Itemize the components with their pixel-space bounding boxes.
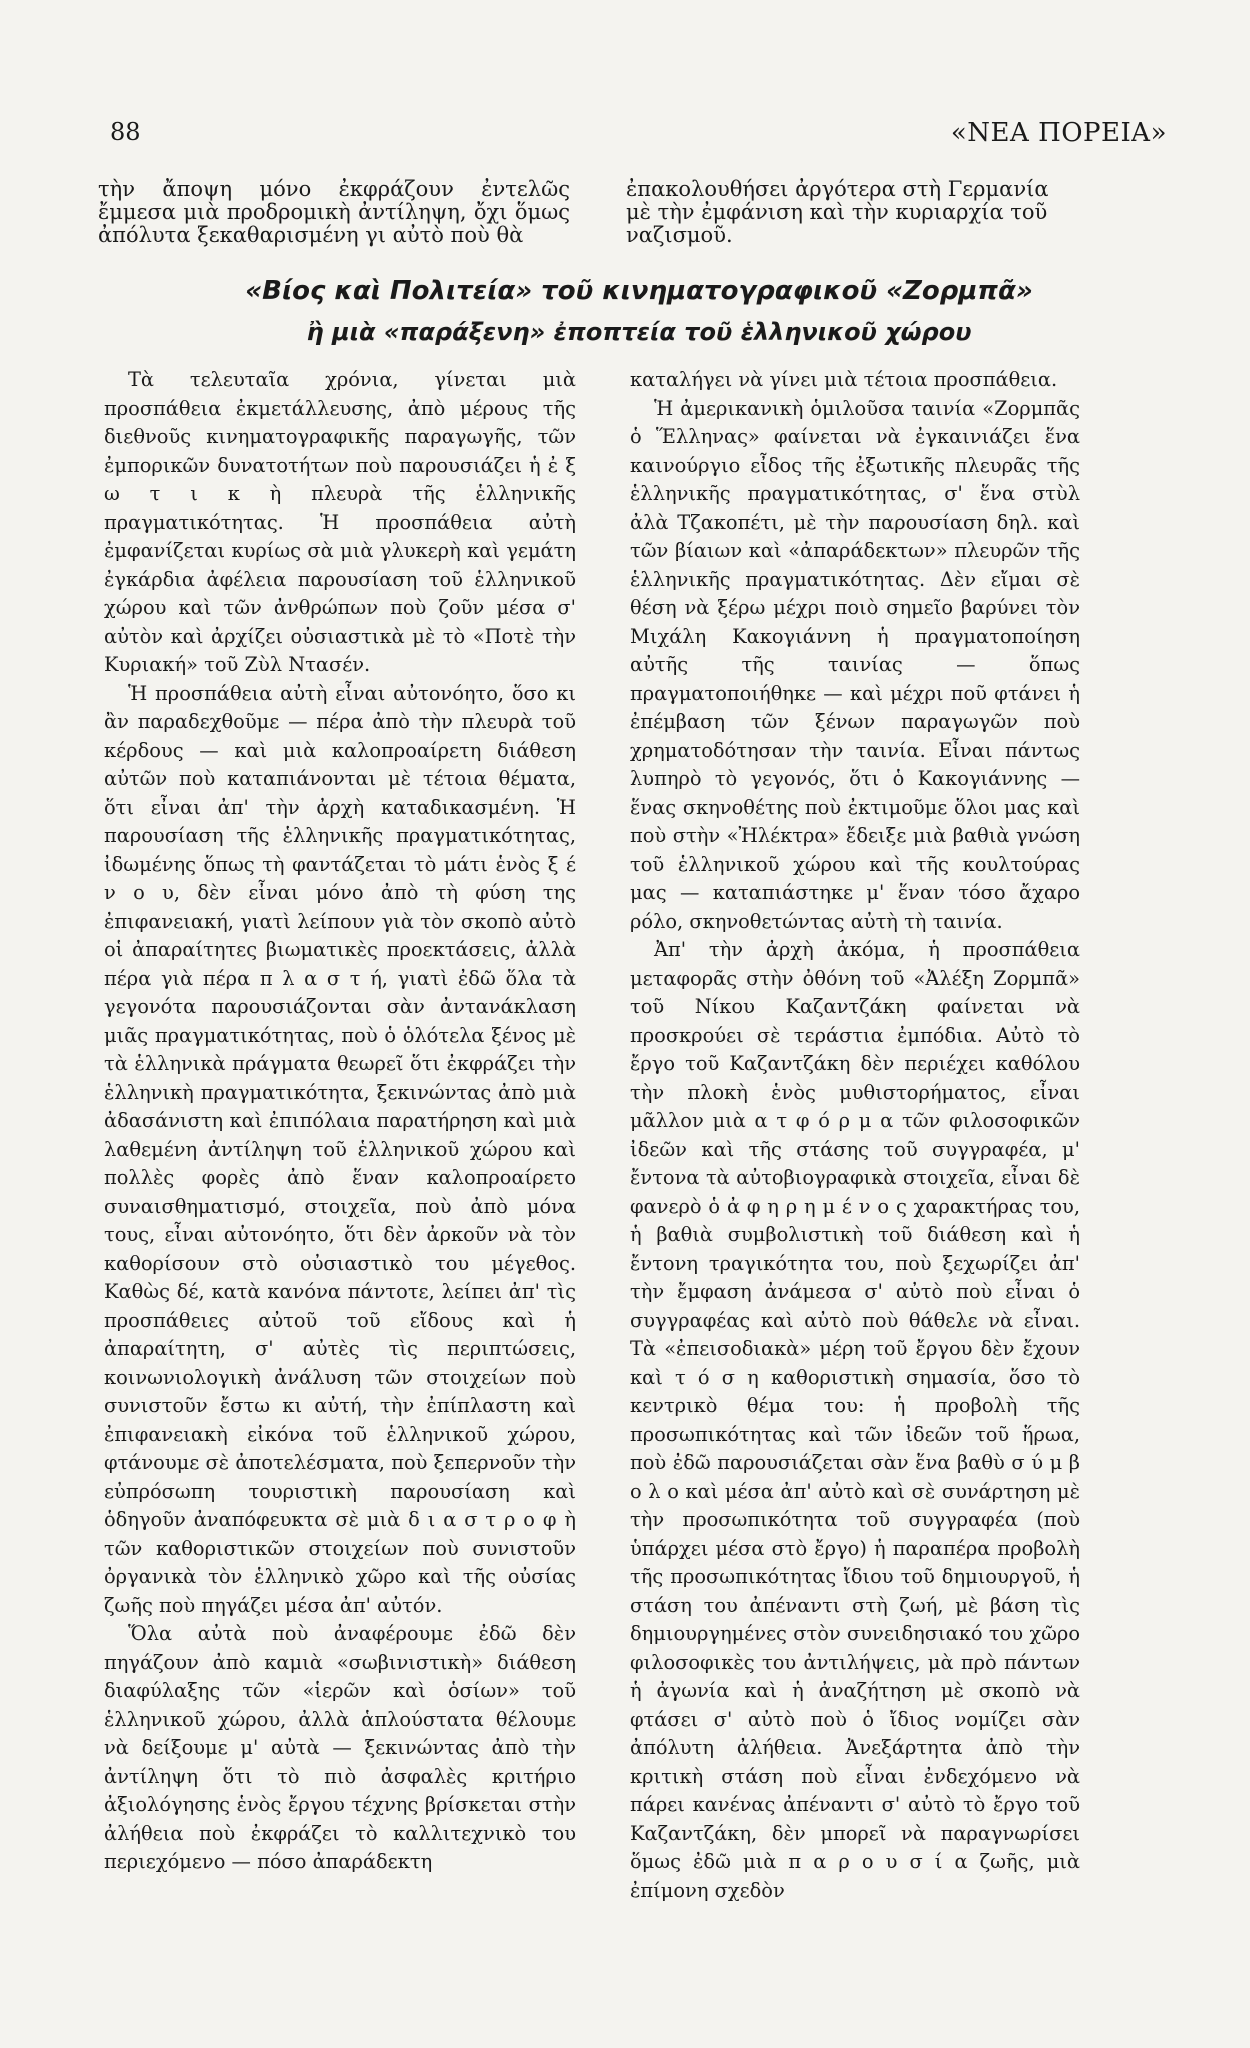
- previous-article-right-text: ἐπακολουθήσει ἀργότερα στὴ Γερμανία μὲ τὴν ἐμφάνιση καὶ τὴν κυριαρχία τοῦ ναζισμοῦ.: [626, 177, 1049, 247]
- journal-title: «ΝΕΑ ΠΟΡΕΙΑ»: [950, 118, 1167, 148]
- paragraph: Ὅλα αὐτὰ ποὺ ἀναφέρουμε ἐδῶ δὲν πηγάζουν ἀπὸ καμιὰ «σωβινιστικὴ» διάθεση διαφύλαξης τῶν «ἱερῶν καὶ ὁσίων» τοῦ ἑλληνικοῦ χώρου, ἀλλὰ ἁπλούστατα θέλουμε νὰ δείξουμε μ' αὐτὰ — ξεκινώντας ἀπὸ τὴν ἀντίληψη ὅτι τὸ πιὸ ἀσφαλὲς κριτήριο ἀξιολόγησης ἑνὸς ἔργου τέχνης βρίσκεται στὴν ἀλήθεια ποὺ ἐκφράζει τὸ καλλιτεχνικὸ του περιεχόμενο — πόσο ἀπαράδεκτη: [104, 1622, 576, 1873]
- page-number: 88: [110, 118, 141, 146]
- left-column: [104, 366, 576, 1877]
- article-title: «Βίος καὶ Πολιτεία» τοῦ κινηματογραφικοῦ «Ζορμπᾶ»: [245, 276, 1033, 306]
- paragraph: Τὰ τελευταῖα χρόνια, γίνεται μιὰ προσπάθεια ἐκμετάλλευσης, ἀπὸ μέρους τῆς διεθνοῦς κινηματογραφικῆς παραγωγῆς, τῶν ἐμπορικῶν δυνατοτήτων ποὺ παρουσιάζει ἡ ἐ ξ ω τ ι κ ὴ πλευρὰ τῆς ἑλληνικῆς πραγματικότητας. Ἡ προσπάθεια αὐτὴ ἐμφανίζεται κυρίως σὰ μιὰ γλυκερὴ καὶ γεμάτη ἐγκάρδια ἀφέλεια παρουσίαση τοῦ ἑλληνικοῦ χώρου καὶ τῶν ἀνθρώπων ποὺ ζοῦν μέσα σ' αὐτὸν καὶ ἀρχίζει οὐσιαστικὰ μὲ τὸ «Ποτὲ τὴν Κυριακή» τοῦ Ζὺλ Ντασέν.: [104, 368, 576, 676]
- paragraph: Ἀπ' τὴν ἀρχὴ ἀκόμα, ἡ προσπάθεια μεταφορᾶς στὴν ὀθόνη τοῦ «Ἀλέξη Ζορμπᾶ» τοῦ Νίκου Καζαντζάκη φαίνεται νὰ προσκρούει σὲ τεράστια ἐμπόδια. Αὐτὸ τὸ ἔργο τοῦ Καζαντζάκη δὲν περιέχει καθόλου τὴν πλοκὴ ἑνὸς μυθιστορήματος, εἶναι μᾶλλον μιὰ α τ φ ό ρ μ α τῶν φιλοσοφικῶν ἰδεῶν καὶ τῆς στάσης τοῦ συγγραφέα, μ' ἔντονα τὰ αὐτοβιογραφικὰ στοιχεῖα, εἶναι δὲ φανερὸ ὁ ἀ φ η ρ η μ έ ν ο ς χαρακτήρας του, ἡ βαθιὰ συμβολιστικὴ τοῦ διάθεση καὶ ἡ ἔντονη τραγικότητα του, ποὺ ξεχωρίζει ἀπ' τὴν ἔμφαση ἀνάμεσα σ' αὐτὸ ποὺ εἶναι ὁ συγγραφέας καὶ αὐτὸ ποὺ θάθελε νὰ εἶναι. Τὰ «ἐπεισοδιακὰ» μέρη τοῦ ἔργου δὲν ἔχουν καὶ τ ό σ η καθοριστικὴ σημασία, ὅσο τὸ κεντρικὸ θέμα του: ἡ προβολὴ τῆς προσωπικότητας καὶ τῶν ἰδεῶν τοῦ ἥρωα, ποὺ ἐδῶ παρουσιάζεται σὰν ἕνα βαθὺ σ ύ μ β ο λ ο καὶ μέσα ἀπ' αὐτὸ καὶ σὲ συνάρτηση μὲ τὴν προσωπικότητα τοῦ συγγραφέα (ποὺ ὑπάρχει μέσα στὸ ἔργο) ἡ παραπέρα προβολὴ τῆς προσωπικότητας ἴδιου τοῦ δημιουργοῦ, ἡ στάση του ἀπέναντι στὴ ζωή, μὲ βάση τὶς δημιουργημένες στὸν συνειδησιακό του χῶρο φιλοσοφικὲς του ἀντιλήψεις, μὰ πρὸ πάντων ἡ ἀγωνία καὶ ἡ ἀναζήτηση μὲ σκοπὸ νὰ φτάσει σ' αὐτὸ ποὺ ὁ ἴδιος νομίζει σὰν ἀπόλυτη ἀλήθεια. Ἀνεξάρτητα ἀπὸ τὴν κριτικὴ στάση ποὺ εἶναι ἐνδεχόμενο νὰ πάρει κανένας ἀπέναντι σ' αὐτὸ τὸ ἔργο τοῦ Καζαντζάκη, δὲν μπορεῖ νὰ παραγνωρίσει ὅμως ἐδῶ μιὰ π α ρ ο υ σ ί α ζωῆς, μιὰ ἐπίμονη σχεδὸν: [630, 938, 1080, 1902]
- previous-article-left-text: τὴν ἄποψη μόνο ἐκφράζουν ἐντελῶς ἔμμεσα μιὰ προδρομικὴ ἀντίληψη, ὄχι ὅμως ἀπόλυτα ξεκαθαρισμένη γι αὐτὸ ποὺ θὰ: [98, 177, 570, 247]
- paragraph: Ἡ ἀμερικανικὴ ὁμιλοῦσα ταινία «Ζορμπᾶς ὁ Ἕλληνας» φαίνεται νὰ ἐγκαινιάζει ἕνα καινούργιο εἶδος τῆς ἐξωτικῆς πλευρᾶς τῆς ἑλληνικῆς πραγματικότητας, σ' ἕνα στὺλ ἀλὰ Τζακοπέτι, μὲ τὴν παρουσίαση δηλ. καὶ τῶν βίαιων καὶ «ἀπαράδεκτων» πλευρῶν τῆς ἑλληνικῆς πραγματικότητας. Δὲν εἴμαι σὲ θέση νὰ ξέρω μέχρι ποιὸ σημεῖο βαρύνει τὸν Μιχάλη Κακογιάννη ἡ πραγματοποίηση αὐτῆς τῆς ταινίας — ὅπως πραγματοποιήθηκε — καὶ μέχρι ποῦ φτάνει ἡ ἐπέμβαση τῶν ξένων παραγωγῶν ποὺ χρηματοδότησαν τὴν ταινία. Εἶναι πάντως λυπηρὸ τὸ γεγονός, ὅτι ὁ Κακογιάννης — ἕνας σκηνοθέτης ποὺ ἐκτιμοῦμε ὅλοι μας καὶ ποὺ στὴν «Ἠλέκτρα» ἔδειξε μιὰ βαθιὰ γνώση τοῦ ἑλληνικοῦ χώρου καὶ τῆς κουλτούρας μας — καταπιάστηκε μ' ἕναν τόσο ἄχαρο ρόλο, σκηνοθετώντας αὐτὴ τὴ ταινία.: [630, 396, 1080, 933]
- paragraph: καταλήγει νὰ γίνει μιὰ τέτοια προσπάθεια.: [630, 368, 1058, 391]
- paragraph: Ἡ προσπάθεια αὐτὴ εἶναι αὐτονόητο, ὅσο κι ἂν παραδεχθοῦμε — πέρα ἀπὸ τὴν πλευρὰ τοῦ κέρδους — καὶ μιὰ καλοπροαίρετη διάθεση αὐτῶν ποὺ καταπιάνονται μὲ τέτοια θέματα, ὅτι εἶναι ἀπ' τὴν ἀρχὴ καταδικασμένη. Ἡ παρουσίαση τῆς ἑλληνικῆς πραγματικότητας, ἰδωμένης ὅπως τὴ φαντάζεται τὸ μάτι ἑνὸς ξ έ ν ο υ, δὲν εἶναι μόνο ἀπὸ τὴ φύση της ἐπιφανειακή, γιατὶ λείπουν γιὰ τὸν σκοπὸ αὐτὸ οἱ ἀπαραίτητες βιωματικὲς προεκτάσεις, ἀλλὰ πέρα γιὰ πέρα π λ α σ τ ή, γιατὶ ἐδῶ ὅλα τὰ γεγονότα παρουσιάζονται σὰν ἀντανάκλαση μιᾶς πραγματικότητας, ποὺ ὁ ὁλότελα ξένος μὲ τὰ ἑλληνικὰ πράγματα θεωρεῖ ὅτι ἐκφράζει τὴν ἑλληνικὴ πραγματικότητα, ξεκινώντας ἀπὸ μιὰ ἀδασάνιστη καὶ ἐπιπόλαια παρατήρηση καὶ μιὰ λαθεμένη ἀντίληψη τοῦ ἑλληνικοῦ χώρου καὶ πολλὲς φορὲς ἀπὸ ἕναν καλοπροαίρετο συναισθηματισμό, στοιχεῖα, ποὺ ἀπὸ μόνα τους, εἶναι αὐτονόητο, ὅτι δὲν ἀρκοῦν νὰ τὸν καθορίσουν στὸ οὐσιαστικὸ του μέγεθος. Καθὼς δέ, κατὰ κανόνα πάντοτε, λείπει ἀπ' τὶς προσπάθειες αὐτοῦ τοῦ εἴδους καὶ ἡ ἀπαραίτητη, σ' αὐτὲς τὶς περιπτώσεις, κοινωνιολογικὴ ἀνάλυση τῶν στοιχείων ποὺ συνιστοῦν ἔστω κι αὐτή, τὴν ἐπίπλαστη καὶ ἐπιφανειακὴ εἰκόνα τοῦ ἑλληνικοῦ χώρου, φτάνουμε σὲ ἀποτελέσματα, ποὺ ξεπερνοῦν τὴν εὐπρόσωπη τουριστικὴ παρουσίαση καὶ ὁδηγοῦν ἀναπόφευκτα σὲ μιὰ δ ι α σ τ ρ ο φ ὴ τῶν καθοριστικῶν στοιχείων ποὺ συνιστοῦν ὀργανικὰ τὸν ἑλληνικὸ χῶρο καὶ τῆς οὐσίας ζωῆς ποὺ πηγάζει μέσα ἀπ' αὐτόν.: [104, 681, 576, 1617]
- right-column: [630, 366, 1080, 1905]
- article-subtitle: ἢ μιὰ «παράξενη» ἐποπτεία τοῦ ἑλληνικοῦ χώρου: [306, 318, 972, 346]
